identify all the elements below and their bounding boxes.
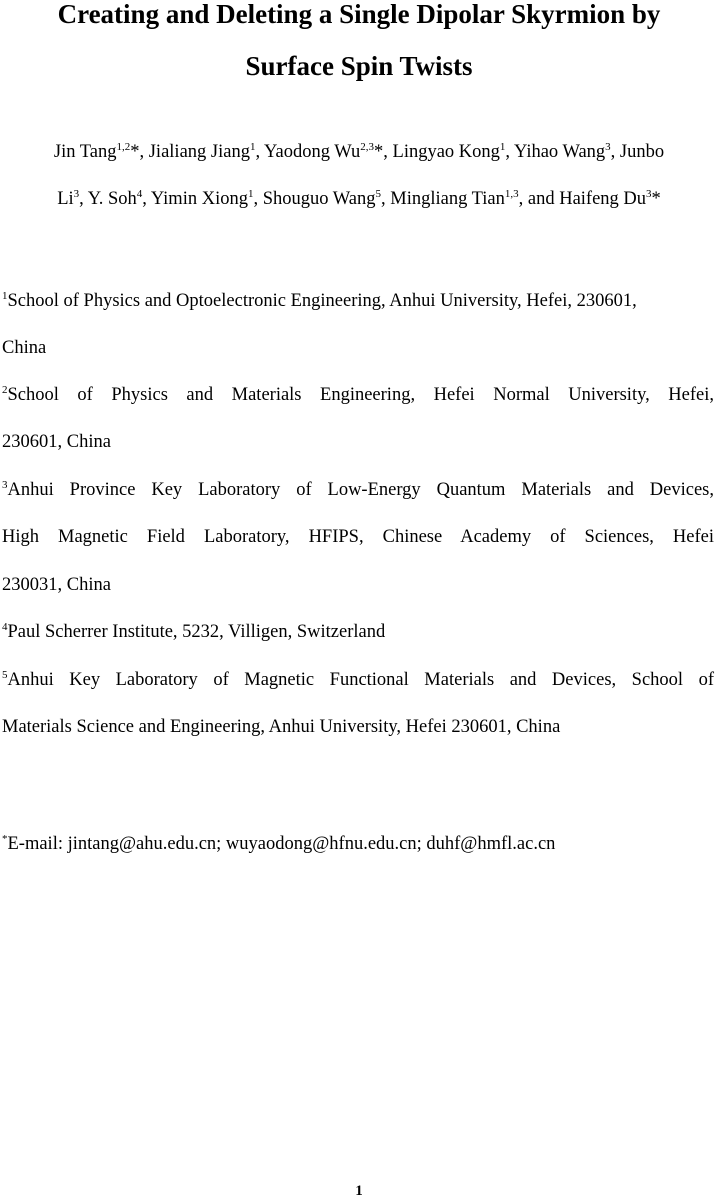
- author-name: Haifeng Du: [559, 189, 647, 209]
- author-separator: ,: [142, 189, 151, 209]
- author-name: Junbo: [619, 142, 665, 162]
- author-separator: ,: [381, 189, 391, 209]
- author-separator: , and: [518, 189, 560, 209]
- affiliation-3-line-2: High Magnetic Field Laboratory, HFIPS, Chinese Academy of Sciences, Hefei: [2, 527, 714, 547]
- affiliation-mark: 5: [2, 669, 8, 681]
- affiliation-1-line-1: [2, 289, 714, 315]
- author-separator: ,: [610, 142, 620, 162]
- affiliation-2-line-1: [2, 383, 714, 409]
- author-separator: ,: [253, 189, 263, 209]
- author-name: Li: [57, 189, 74, 209]
- affiliation-1-line-2: China: [2, 338, 47, 358]
- author-affiliation-mark: 1: [249, 141, 256, 153]
- author-separator: ,: [505, 142, 514, 162]
- author-name: Yihao Wang: [513, 142, 606, 162]
- affiliation-mark: 1: [2, 290, 8, 302]
- author-separator: *,: [130, 142, 149, 162]
- author-affiliation-mark: 3: [646, 188, 652, 200]
- affiliation-text: School of Physics and Materials Engineering, Hefei Normal University, Hefei,: [7, 385, 714, 405]
- affiliation-mark: 3: [2, 479, 8, 491]
- affiliation-4-line-1: [2, 620, 714, 646]
- author-separator: *,: [374, 142, 393, 162]
- affiliation-3-line-1: [2, 478, 714, 504]
- affiliation-mark: 4: [2, 621, 8, 633]
- affiliation-2-line-2: 230601, China: [2, 432, 111, 452]
- affiliation-text: Paul Scherrer Institute, 5232, Villigen, Switzerland: [7, 622, 386, 642]
- affiliation-5-line-2: Materials Science and Engineering, Anhui University, Hefei 230601, China: [2, 717, 561, 737]
- affiliation-3-line-3: 230031, China: [2, 575, 111, 595]
- author-affiliation-mark: 4: [136, 188, 143, 200]
- author-name: Shouguo Wang: [262, 189, 376, 209]
- affiliation-text: Anhui Province Key Laboratory of Low-Energy Quantum Materials and Devices,: [7, 480, 714, 500]
- author-affiliation-mark: 3: [605, 141, 611, 153]
- author-separator: ,: [79, 189, 88, 209]
- author-name: Jin Tang: [53, 142, 117, 162]
- affiliation-text: Anhui Key Laboratory of Magnetic Functional Materials and Devices, School of: [7, 670, 714, 690]
- corresponding-mark: *: [2, 833, 8, 845]
- author-affiliation-mark: 1: [247, 188, 254, 200]
- author-name: Jialiang Jiang: [148, 142, 250, 162]
- author-name: Yimin Xiong: [150, 189, 248, 209]
- corresponding-email: [2, 832, 555, 858]
- author-name: Yaodong Wu: [264, 142, 361, 162]
- author-affiliation-mark: 1: [499, 141, 506, 153]
- author-name: Y. Soh: [87, 189, 137, 209]
- author-affiliation-mark: 3: [73, 188, 80, 200]
- affiliation-text: School of Physics and Optoelectronic Engineering, Anhui University, Hefei, 230601,: [7, 291, 637, 311]
- affiliation-mark: 2: [2, 384, 8, 396]
- author-separator: ,: [255, 142, 265, 162]
- affiliation-5-line-1: [2, 668, 714, 694]
- author-name: Lingyao Kong: [392, 142, 500, 162]
- author-affiliation-mark: 5: [375, 188, 381, 200]
- author-separator: *: [651, 189, 661, 209]
- author-list-line-2: [0, 187, 718, 213]
- page-number: 1: [355, 1183, 363, 1199]
- paper-title-line-1: Creating and Deleting a Single Dipolar Skyrmion by: [57, 0, 661, 29]
- paper-title-line-2: Surface Spin Twists: [245, 51, 473, 81]
- author-affiliation-mark: 2,3: [360, 141, 375, 153]
- author-affiliation-mark: 1,3: [504, 188, 519, 200]
- author-affiliation-mark: 1,2: [116, 141, 131, 153]
- email-text: E-mail: jintang@ahu.edu.cn; wuyaodong@hfnu.edu.cn; duhf@hmfl.ac.cn: [7, 834, 556, 854]
- author-list-line-1: [0, 140, 718, 166]
- author-name: Mingliang Tian: [390, 189, 505, 209]
